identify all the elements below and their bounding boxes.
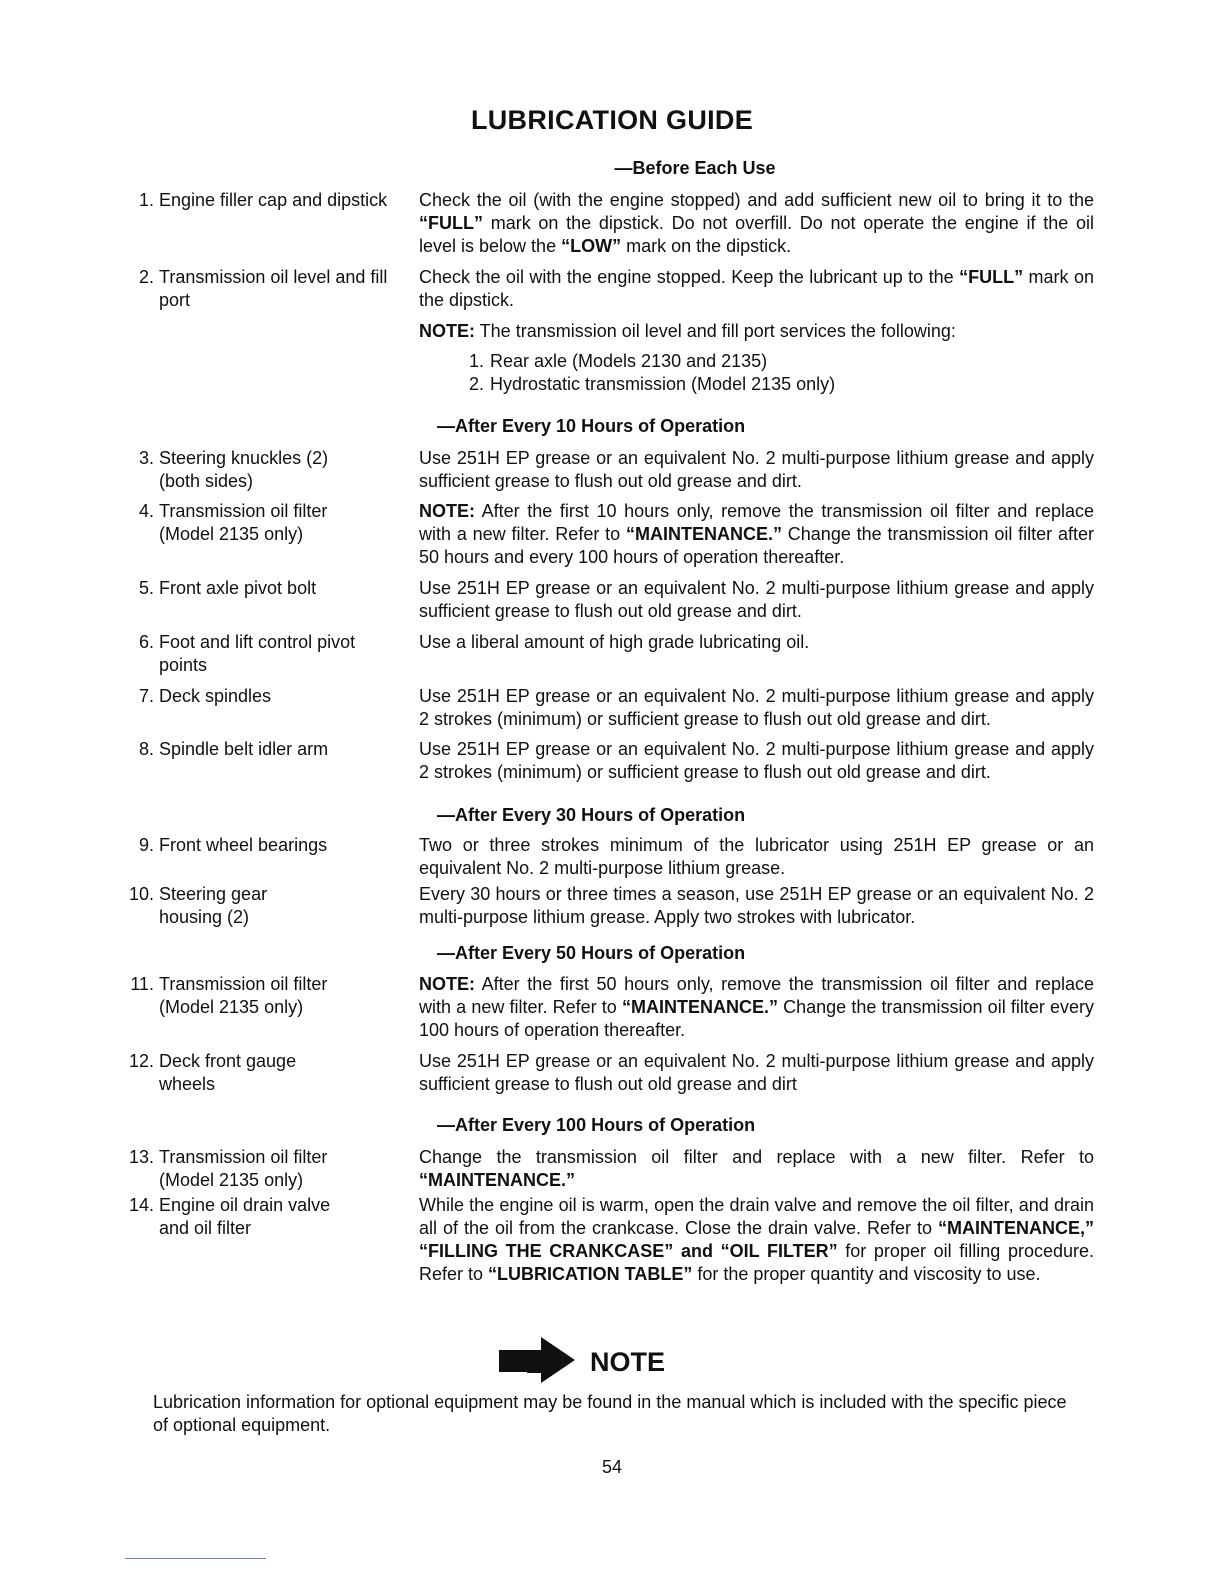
section-50-hours: —After Every 50 Hours of Operation — [437, 943, 746, 963]
description-2: Check the oil with the engine stopped. Keep the lubricant up to the “FULL” mark on the dipstick. — [419, 267, 1094, 310]
section-30-hours: —After Every 30 Hours of Operation — [437, 805, 746, 825]
item-number: 6. — [138, 632, 154, 652]
item-number: 7. — [138, 686, 154, 706]
item-number: 14. — [128, 1195, 154, 1215]
item-number: 12. — [128, 1051, 154, 1071]
arrow-right-icon — [497, 1335, 577, 1385]
description-13: Change the transmission oil filter and replace with a new filter. Refer to “MAINTENANCE.” — [419, 1147, 1094, 1190]
description-2-note: NOTE: The transmission oil level and fill port services the following: — [419, 321, 956, 341]
item-label: Front axle pivot bolt — [159, 578, 317, 598]
description-10: Every 30 hours or three times a season, use 251H EP grease or an equivalent No. 2 multi-purpose lithium grease. Apply two strokes with lubricator. — [419, 884, 1094, 927]
item-label: Transmission oil filter (Model 2135 only) — [159, 974, 328, 1017]
item-number: 10. — [128, 884, 154, 904]
description-12: Use 251H EP grease or an equivalent No. 2 multi-purpose lithium grease and apply sufficient grease to flush out old grease and dirt — [419, 1051, 1094, 1094]
item-label: Spindle belt idler arm — [159, 739, 329, 759]
item-label: Steering knuckles (2) (both sides) — [159, 448, 329, 491]
item-label: Deck spindles — [159, 686, 272, 706]
description-9: Two or three strokes minimum of the lubricator using 251H EP grease or an equivalent No. 2 multi-purpose lithium grease. — [419, 835, 1094, 878]
item-label: Steering gear housing (2) — [159, 884, 268, 927]
page-number: 54 — [601, 1457, 623, 1477]
item-label: Transmission oil level and fill port — [159, 267, 388, 310]
item-number: 3. — [138, 448, 154, 468]
description-4: NOTE: After the first 10 hours only, remove the transmission oil filter and replace with a new filter. Refer to “MAINTENANCE.” Change the transmission oil filter after 50 hours and every 100 hours of operation thereafter. — [419, 501, 1094, 567]
item-number: 8. — [138, 739, 154, 759]
note-text: Lubrication information for optional equipment may be found in the manual which is included with the specific piece of optional equipment. — [153, 1392, 1067, 1435]
description-3: Use 251H EP grease or an equivalent No. 2 multi-purpose lithium grease and apply sufficient grease to flush out old grease and dirt. — [419, 448, 1094, 491]
sub-list-item: 2. Hydrostatic transmission (Model 2135 only) — [468, 374, 836, 394]
divider — [125, 1558, 266, 1559]
note-heading: NOTE — [590, 1347, 666, 1377]
item-label: Engine oil drain valve and oil filter — [159, 1195, 331, 1238]
item-label: Foot and lift control pivot points — [159, 632, 356, 675]
description-6: Use a liberal amount of high grade lubricating oil. — [419, 632, 810, 652]
item-label: Transmission oil filter (Model 2135 only) — [159, 501, 328, 544]
item-label: Engine filler cap and dipstick — [159, 190, 388, 210]
item-number: 1. — [138, 190, 154, 210]
item-number: 5. — [138, 578, 154, 598]
description-5: Use 251H EP grease or an equivalent No. 2 multi-purpose lithium grease and apply sufficient grease to flush out old grease and dirt. — [419, 578, 1094, 621]
section-before-each-use: —Before Each Use — [614, 158, 776, 178]
description-8: Use 251H EP grease or an equivalent No. 2 multi-purpose lithium grease and apply 2 strokes (minimum) or sufficient grease to flush out old grease and dirt. — [419, 739, 1094, 782]
sub-list-item: 1. Rear axle (Models 2130 and 2135) — [468, 351, 768, 371]
section-100-hours: —After Every 100 Hours of Operation — [437, 1115, 756, 1135]
item-number: 9. — [138, 835, 154, 855]
section-10-hours: —After Every 10 Hours of Operation — [437, 416, 746, 436]
item-number: 11. — [130, 974, 154, 994]
page-title: LUBRICATION GUIDE — [470, 105, 754, 135]
item-label: Transmission oil filter (Model 2135 only) — [159, 1147, 328, 1190]
item-label: Front wheel bearings — [159, 835, 328, 855]
description-7: Use 251H EP grease or an equivalent No. 2 multi-purpose lithium grease and apply 2 strokes (minimum) or sufficient grease to flush out old grease and dirt. — [419, 686, 1094, 729]
description-14: While the engine oil is warm, open the drain valve and remove the oil filter, and drain all of the oil from the crankcase. Close the drain valve. Refer to “MAINTENANCE,” “FILLING THE CRANKCASE” and “OIL FILTER” for proper oil filling procedure. Refer to “LUBRICATION TABLE” for the proper quantity and viscosity to use. — [419, 1195, 1095, 1284]
description-11: NOTE: After the first 50 hours only, remove the transmission oil filter and replace with a new filter. Refer to “MAINTENANCE.” Change the transmission oil filter every 100 hours of operation thereafter. — [419, 974, 1095, 1040]
item-label: Deck front gauge wheels — [159, 1051, 297, 1094]
item-number: 13. — [128, 1147, 154, 1167]
item-number: 2. — [138, 267, 154, 287]
item-number: 4. — [138, 501, 154, 521]
description-1: Check the oil (with the engine stopped) and add sufficient new oil to bring it to the “FULL” mark on the dipstick. Do not overfill. Do not operate the engine if the oil level is below the “LOW” mark on the dipstick. — [419, 190, 1094, 256]
